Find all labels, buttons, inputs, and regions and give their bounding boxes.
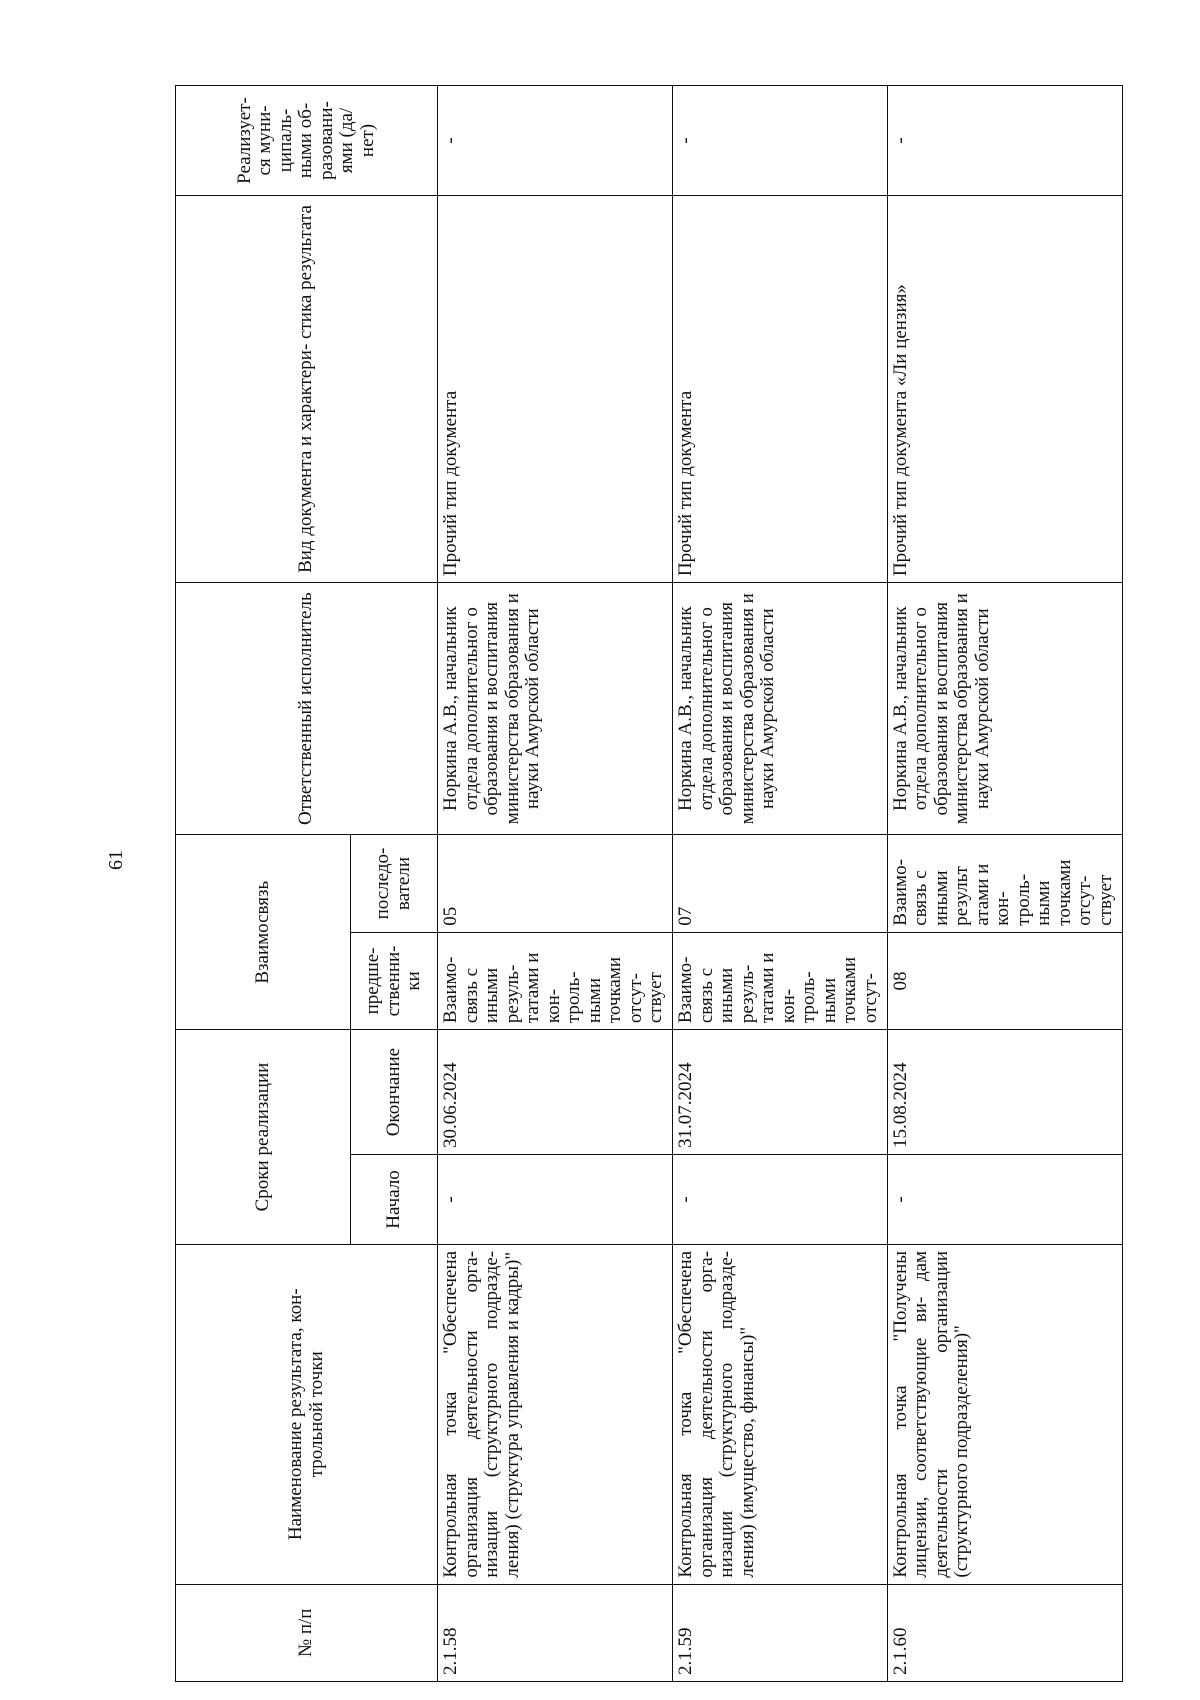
table-row [673, 86, 888, 1682]
cell-predecessors: 08 [887, 932, 1122, 1029]
cell-num: 2.1.58 [438, 1584, 673, 1681]
cell-end: 30.06.2024 [438, 1030, 673, 1155]
cell-municipal: - [438, 86, 673, 196]
cell-predecessors: Взаимо- связь с иными резуль- татами и кон- троль- ными точками отсут- ствует [438, 932, 673, 1029]
cell-successors: 07 [673, 835, 888, 932]
header-name: Наименование результата, кон- трольной точки [176, 1244, 438, 1584]
header-municipal: Реализует- ся муни- ципаль- ными об- разовани- ями (да/нет) [176, 86, 438, 196]
cell-num: 2.1.59 [673, 1584, 888, 1681]
cell-successors: Взаимо- связь с иными результ атами и кон- троль- ными точками отсут- ствует [887, 835, 1122, 932]
cell-predecessors: Взаимо- связь с иными резуль- татами и кон- троль- ными точками отсут- [673, 932, 888, 1029]
page-number: 61 [105, 850, 127, 870]
cell-num: 2.1.60 [887, 1584, 1122, 1681]
header-predecessors: предше- ственни- ки [351, 932, 438, 1029]
header-executor: Ответственный исполнитель [176, 583, 438, 835]
cell-document: Прочий тип документа «Ли цензия» [887, 195, 1122, 582]
cell-executor: Норкина А.В., начальник отдела дополнительног о образования и воспитания министерства образования и науки Амурской области [438, 583, 673, 835]
cell-successors: 05 [438, 835, 673, 932]
cell-executor: Норкина А.В., начальник отдела дополнительног о образования и воспитания министерства образования и науки Амурской области [673, 583, 888, 835]
table-row [887, 86, 1122, 1682]
header-start: Начало [351, 1155, 438, 1245]
header-end: Окончание [351, 1030, 438, 1155]
cell-name: Контрольная точка "Получены лицензии, соответствующие ви- дам деятельности организации (структурного подразделения)" [887, 1244, 1122, 1584]
cell-name: Контрольная точка "Обеспечена организация деятельности орга- низации (структурного подразде- ления) (структура управления и кадры)" [438, 1244, 673, 1584]
cell-municipal: - [887, 86, 1122, 196]
header-num: № п/п [176, 1584, 438, 1681]
cell-end: 15.08.2024 [887, 1030, 1122, 1155]
cell-document: Прочий тип документа [673, 195, 888, 582]
header-dates: Сроки реализации [176, 1030, 351, 1245]
cell-start: - [887, 1155, 1122, 1245]
cell-municipal: - [673, 86, 888, 196]
control-points-table [175, 85, 1123, 1682]
table-row [438, 86, 673, 1682]
cell-name: Контрольная точка "Обеспечена организация деятельности орга- низации (структурного подразде- ления) (имущество, финансы)" [673, 1244, 888, 1584]
header-successors: последо- ватели [351, 835, 438, 932]
cell-document: Прочий тип документа [438, 195, 673, 582]
header-document: Вид документа и характери- стика результата [176, 195, 438, 582]
cell-executor: Норкина А.В., начальник отдела дополнительног о образования и воспитания министерства образования и науки Амурской области [887, 583, 1122, 835]
cell-start: - [673, 1155, 888, 1245]
cell-end: 31.07.2024 [673, 1030, 888, 1155]
cell-start: - [438, 1155, 673, 1245]
rotated-table-container [175, 85, 1123, 1682]
header-link: Взаимосвязь [176, 835, 351, 1030]
